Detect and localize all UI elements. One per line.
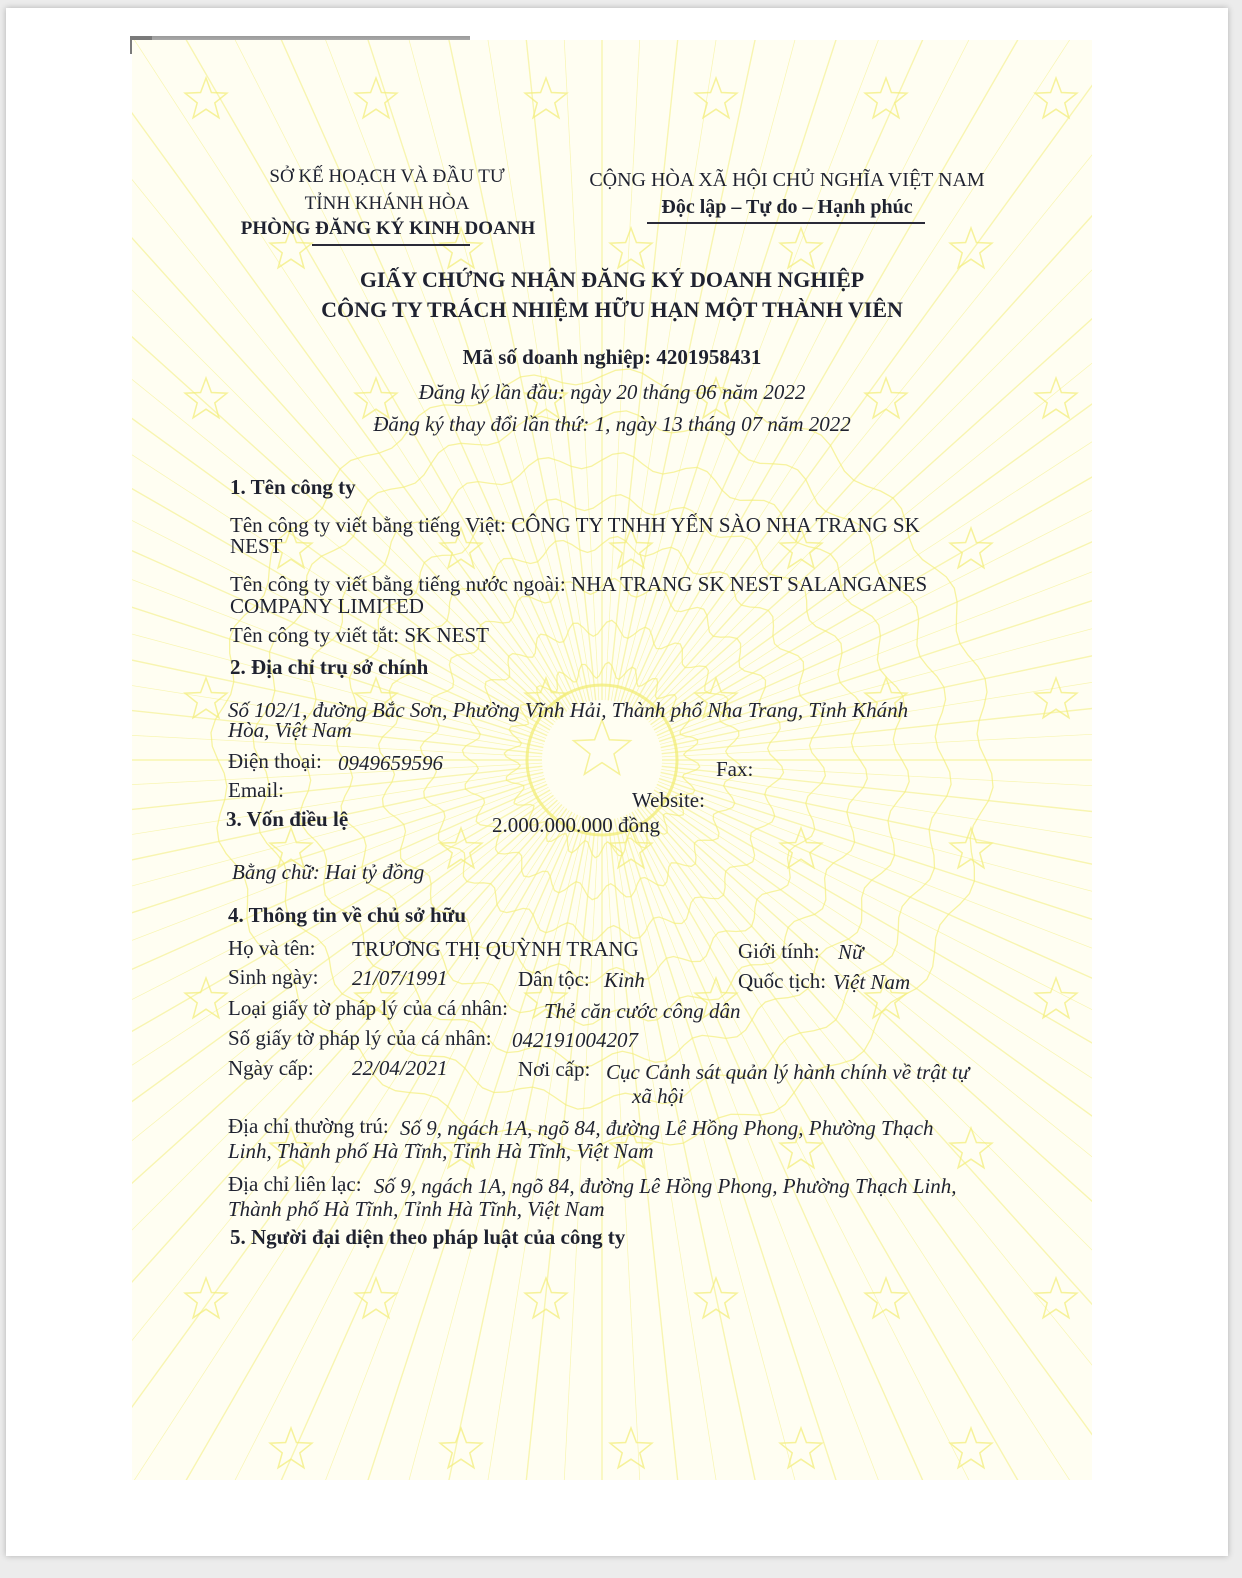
header-left-line3: PHÒNG ĐĂNG KÝ KINH DOANH — [240, 218, 536, 239]
issue-date-value: 22/04/2021 — [352, 1056, 448, 1080]
issue-place-label: Nơi cấp: — [518, 1057, 591, 1081]
id-type-label: Loại giấy tờ pháp lý của cá nhân: — [228, 996, 508, 1020]
section4-heading: 4. Thông tin về chủ sở hữu — [228, 903, 467, 927]
first-registration-date: Đăng ký lần đầu: ngày 20 tháng 06 năm 2022 — [418, 380, 806, 404]
head-office-address-line1: Số 102/1, đường Bắc Sơn, Phường Vĩnh Hải, Thành phố Nha Trang, Tỉnh Khánh — [228, 698, 909, 722]
section1-heading: 1. Tên công ty — [230, 475, 356, 499]
permanent-address-line2: Linh, Thành phố Hà Tĩnh, Tỉnh Hà Tĩnh, Việt Nam — [228, 1139, 654, 1163]
issue-place-line1: Cục Cảnh sát quản lý hành chính về trật tự — [606, 1060, 970, 1084]
charter-capital-in-words: Bằng chữ: Hai tỷ đồng — [232, 860, 425, 884]
change-registration-date: Đăng ký thay đổi lần thứ: 1, ngày 13 tháng 07 năm 2022 — [373, 412, 851, 436]
header-left-line2: TỈNH KHÁNH HÒA — [304, 193, 470, 214]
contact-address-line2: Thành phố Hà Tĩnh, Tỉnh Hà Tĩnh, Việt Nam — [228, 1197, 605, 1221]
charter-capital-amount: 2.000.000.000 đồng — [492, 813, 660, 837]
owner-name-label: Họ và tên: — [228, 936, 316, 960]
dob-value: 21/07/1991 — [352, 966, 448, 990]
id-number-value: 042191004207 — [512, 1028, 638, 1052]
nationality-label: Quốc tịch: — [738, 969, 827, 993]
header-right-line1: CỘNG HÒA XÃ HỘI CHỦ NGHĨA VIỆT NAM — [589, 169, 985, 191]
gender-label: Giới tính: — [738, 939, 820, 963]
id-number-label: Số giấy tờ pháp lý của cá nhân: — [228, 1026, 492, 1050]
header-left-underline — [312, 244, 470, 246]
contact-address-line1: Số 9, ngách 1A, ngõ 84, đường Lê Hồng Phong, Phường Thạch Linh, — [374, 1174, 957, 1198]
gender-value: Nữ — [838, 940, 864, 964]
contact-address-label: Địa chỉ liên lạc: — [228, 1172, 362, 1196]
head-office-address-line2: Hòa, Việt Nam — [228, 718, 352, 742]
permanent-address-line1: Số 9, ngách 1A, ngõ 84, đường Lê Hồng Phong, Phường Thạch — [400, 1116, 934, 1140]
fax-label: Fax: — [716, 757, 754, 781]
title-line1: GIẤY CHỨNG NHẬN ĐĂNG KÝ DOANH NGHIỆP — [359, 267, 865, 292]
ethnicity-label: Dân tộc: — [518, 967, 590, 991]
short-company-name: Tên công ty viết tắt: SK NEST — [230, 623, 489, 647]
certificate-paper — [132, 40, 1092, 1480]
header-right-line2: Độc lập – Tự do – Hạnh phúc — [661, 196, 913, 218]
foreign-company-name-line1: Tên công ty viết bằng tiếng nước ngoài: NHA TRANG SK NEST SALANGANES — [230, 572, 928, 596]
phone-label: Điện thoại: — [228, 749, 322, 773]
vn-company-name-line2: NEST — [230, 534, 283, 558]
header-right-underline — [647, 222, 925, 224]
header-left-line1: SỞ KẾ HOẠCH VÀ ĐẦU TƯ — [269, 166, 505, 187]
vn-company-name-line1: Tên công ty viết bằng tiếng Việt: CÔNG TY TNHH YẾN SÀO NHA TRANG SK — [230, 513, 920, 537]
email-label: Email: — [228, 778, 284, 802]
ethnicity-value: Kinh — [604, 968, 645, 992]
section3-heading: 3. Vốn điều lệ — [226, 807, 349, 831]
website-label: Website: — [632, 788, 705, 812]
phone-value: 0949659596 — [338, 751, 443, 775]
issue-date-label: Ngày cấp: — [228, 1056, 314, 1080]
nationality-value: Việt Nam — [833, 970, 911, 994]
title-line2: CÔNG TY TRÁCH NHIỆM HỮU HẠN MỘT THÀNH VIÊN — [321, 297, 903, 322]
id-type-value: Thẻ căn cước công dân — [544, 999, 741, 1023]
dob-label: Sinh ngày: — [228, 965, 319, 989]
owner-name-value: TRƯƠNG THỊ QUỲNH TRANG — [352, 937, 639, 961]
section2-heading: 2. Địa chỉ trụ sở chính — [230, 655, 429, 679]
issue-place-line2: xã hội — [632, 1084, 684, 1108]
permanent-address-label: Địa chỉ thường trú: — [228, 1114, 389, 1138]
foreign-company-name-line2: COMPANY LIMITED — [230, 594, 424, 618]
section5-heading: 5. Người đại diện theo pháp luật của công ty — [230, 1225, 626, 1249]
enterprise-code: Mã số doanh nghiệp: 4201958431 — [462, 345, 762, 369]
